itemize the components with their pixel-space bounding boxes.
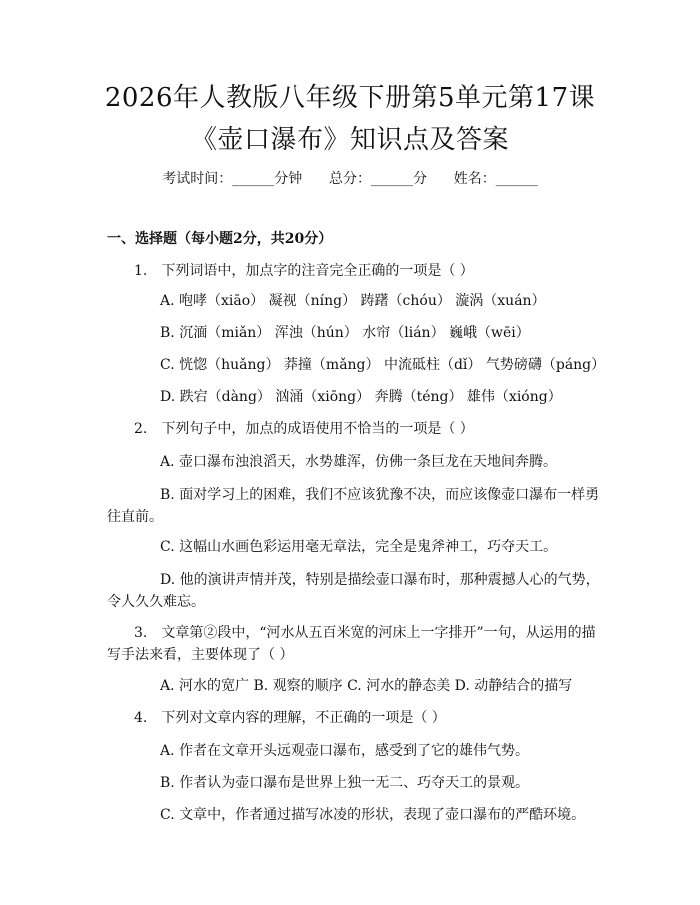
question-1-option-b: B. 沉湎（miǎn） 浑浊（hún） 水帘（lián） 巍峨（wēi） [160,325,530,341]
question-1-option-a: A. 咆哮（xiāo） 凝视（níng） 踌躇（chóu） 漩涡（xuán） [160,293,546,309]
question-3-stem-cont: 写手法来看，主要体现了（ ） [107,647,294,663]
question-2-option-b-cont: 往直前。 [107,509,163,525]
question-2-option-d-cont: 令人久久难忘。 [107,594,205,610]
question-4-option-b: B. 作者认为壶口瀑布是世界上独一无二、巧夺天工的景观。 [160,775,530,791]
exam-time-blank: ______ [232,171,275,187]
question-2-stem: 2. 下列句子中，加点的成语使用不恰当的一项是（ ） [134,421,474,437]
question-4-stem: 4. 下列对文章内容的理解，不正确的一项是（ ） [134,710,446,726]
exam-info-row [0,168,700,190]
question-1-option-c: C. 恍惚（huǎng） 莽撞（mǎng） 中流砥柱（dǐ） 气势磅礴（páng） [160,357,606,373]
document-title-line-1: 2026年人教版八年级下册第5单元第17课 [104,83,596,113]
exam-time-label: 考试时间： [162,171,233,187]
name-label: 姓名： [453,171,496,187]
name-blank: ______ [495,171,538,187]
question-2-option-c: C. 这幅山水画色彩运用毫无章法，完全是鬼斧神工，巧夺天工。 [160,539,558,555]
question-1-option-d: D. 跌宕（dàng） 汹涌（xiōng） 奔腾（téng） 雄伟（xióng） [160,389,562,405]
section-heading-choice: 一、选择题（每小题2分，共20分） [107,231,333,247]
question-3-options: A. 河水的宽广 B. 观察的顺序 C. 河水的静态美 D. 动静结合的描写 [160,678,573,694]
question-2-option-a: A. 壶口瀑布浊浪滔天，水势雄浑，仿佛一条巨龙在天地间奔腾。 [160,454,558,470]
question-2-option-d: D. 他的演讲声情并茂，特别是描绘壶口瀑布时，那种震撼人心的气势， [160,572,600,588]
total-score-label: 总分： [329,171,371,187]
question-2-option-b: B. 面对学习上的困难，我们不应该犹豫不决，而应该像壶口瀑布一样勇 [160,487,600,503]
total-score-unit: 分 [413,171,427,187]
total-score-blank: ______ [371,171,413,187]
question-3-stem: 3. 文章第②段中，“河水从五百米宽的河床上一字排开”一句，从运用的描 [134,625,596,641]
question-4-option-c: C. 文章中，作者通过描写冰凌的形状，表现了壶口瀑布的严酷环境。 [160,807,586,823]
question-1-stem: 1. 下列词语中，加点字的注音完全正确的一项是（ ） [134,263,474,279]
question-4-option-a: A. 作者在文章开头远观壶口瀑布，感受到了它的雄伟气势。 [160,743,530,759]
exam-time-unit: 分钟 [274,171,303,187]
document-title-line-2: 《壶口瀑布》知识点及答案 [190,125,509,155]
